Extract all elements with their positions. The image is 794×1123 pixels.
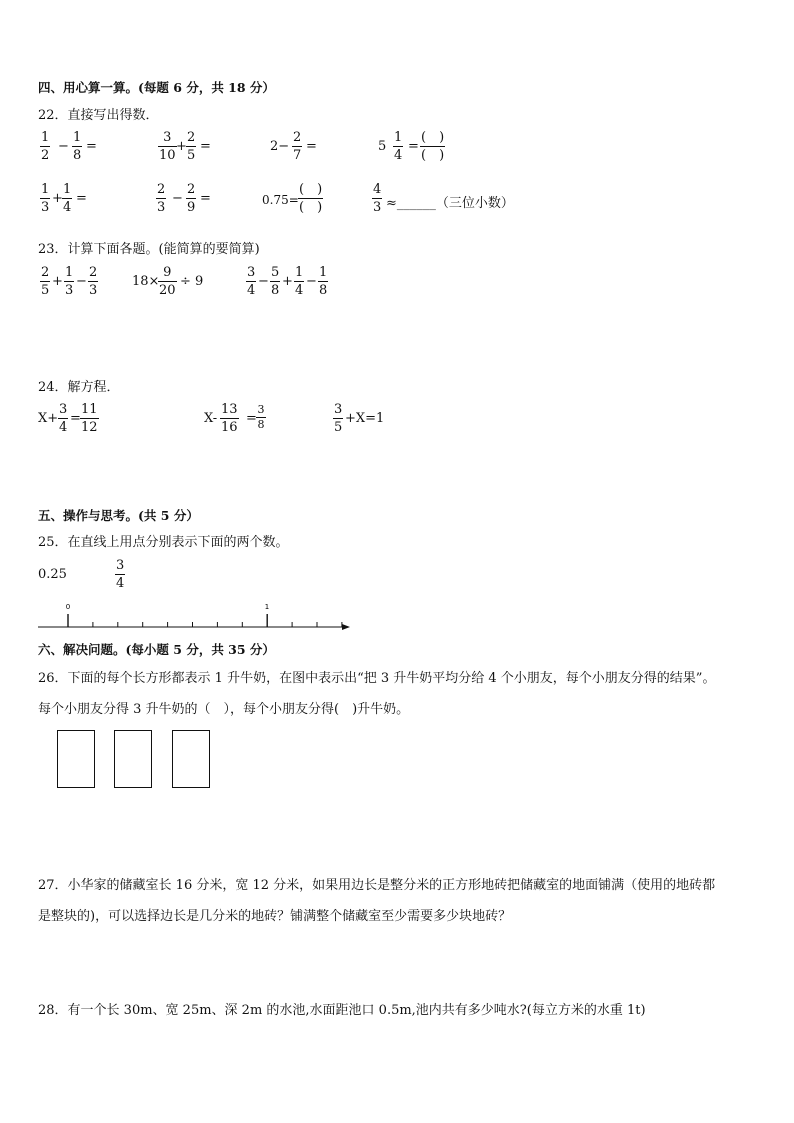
operator: −	[58, 139, 69, 154]
number-line-ticks	[68, 614, 342, 627]
operator: +	[282, 274, 293, 289]
equation-suffix: +X=1	[345, 411, 385, 426]
fraction: 1 4	[295, 265, 304, 298]
fraction: 5 8	[271, 265, 280, 298]
question-27-line2: 是整块的)，可以选择边长是几分米的地砖？铺满整个储藏室至少需要多少块地砖？	[38, 909, 512, 924]
fraction: 3 4	[59, 402, 68, 435]
fraction: 2 5	[41, 265, 50, 298]
fraction: 2 3	[157, 182, 166, 215]
operator: −	[172, 191, 183, 206]
equals: =	[86, 139, 97, 154]
question-23-label: 23．计算下面各题。(能简算的要简算)	[38, 242, 260, 257]
number-line[interactable]	[36, 598, 352, 634]
fraction: 3 10	[159, 130, 176, 163]
fraction: 2 9	[187, 182, 196, 215]
question-26-line1: 26．下面的每个长方形都表示 1 升牛奶，在图中表示出“把 3 升牛奶平均分给 4 个小朋友，每个小朋友分得的结果”。	[38, 671, 716, 686]
whole-number: 5	[378, 139, 387, 154]
fraction: 9 20	[159, 265, 176, 298]
fraction: 13 16	[221, 402, 238, 435]
equals: =	[200, 139, 211, 154]
question-26-line2: 每个小朋友分得 3 升牛奶的（ ），每个小朋友分得( )升牛奶。	[38, 702, 410, 717]
fraction: 1 2	[41, 130, 50, 163]
fraction: 1 4	[63, 182, 72, 215]
approximation-blank[interactable]: ≈______（三位小数）	[386, 196, 514, 211]
section-5-title: 五、操作与思考。(共 5 分）	[38, 508, 199, 523]
section-4-title: 四、用心算一算。(每题 6 分，共 18 分）	[38, 80, 275, 95]
equals: =	[306, 139, 317, 154]
operator: +	[52, 274, 63, 289]
fraction: 3 8	[257, 403, 265, 431]
question-24-label: 24．解方程．	[38, 380, 120, 395]
fraction: 1 8	[73, 130, 82, 163]
fraction: 11 12	[81, 402, 98, 435]
fraction: 1 3	[41, 182, 50, 215]
question-28-line1: 28．有一个长 30m、宽 25m、深 2m 的水池,水面距池口 0.5m,池内共有多少吨水?(每立方米的水重 1t)	[38, 1003, 646, 1018]
question-25-label: 25．在直线上用点分别表示下面的两个数。	[38, 535, 289, 550]
fraction: 1 4	[394, 130, 403, 163]
equation-prefix: X-	[204, 411, 218, 426]
expression-suffix: ÷ 9	[180, 274, 204, 289]
equation-prefix: X+	[38, 411, 59, 426]
milk-rectangle-2[interactable]	[114, 730, 152, 788]
fraction: 3 5	[334, 402, 343, 435]
tick-label-0: 0	[65, 603, 71, 611]
fraction: 1 3	[65, 265, 74, 298]
fraction-three-quarters: 3 4	[116, 558, 125, 591]
fraction: 2 7	[293, 130, 302, 163]
milk-rectangle-1[interactable]	[57, 730, 95, 788]
fraction: 1 8	[319, 265, 328, 298]
equals: =	[408, 139, 419, 154]
operator: −	[306, 274, 317, 289]
answer-fraction-blank[interactable]: ( ) ( )	[421, 130, 445, 163]
fraction: 2 5	[187, 130, 196, 163]
operator: +	[52, 191, 63, 206]
question-27-line1: 27．小华家的储藏室长 16 分米，宽 12 分米，如果用边长是整分米的正方形地砖把储藏室的地面铺满（使用的地砖都	[38, 878, 716, 893]
milk-rectangle-3[interactable]	[172, 730, 210, 788]
expression-prefix: 2−	[270, 139, 290, 154]
fraction: 4 3	[373, 182, 382, 215]
equals: =	[246, 411, 257, 426]
operator: −	[76, 274, 87, 289]
section-6-title: 六、解决问题。(每小题 5 分，共 35 分）	[38, 642, 275, 657]
operator: −	[258, 274, 269, 289]
equals: =	[200, 191, 211, 206]
number-0-25: 0.25	[38, 567, 67, 582]
fraction: 3 4	[247, 265, 256, 298]
expression-prefix: 0.75=	[262, 193, 299, 207]
question-22-label: 22．直接写出得数．	[38, 108, 159, 123]
equals: =	[76, 191, 87, 206]
operator: +	[176, 139, 187, 154]
fraction: 2 3	[89, 265, 98, 298]
arrow-head-icon	[342, 624, 350, 630]
equals: =	[70, 411, 81, 426]
tick-label-1: 1	[264, 603, 270, 611]
answer-fraction-blank[interactable]: ( ) ( )	[299, 182, 323, 215]
expression-prefix: 18×	[132, 274, 160, 289]
